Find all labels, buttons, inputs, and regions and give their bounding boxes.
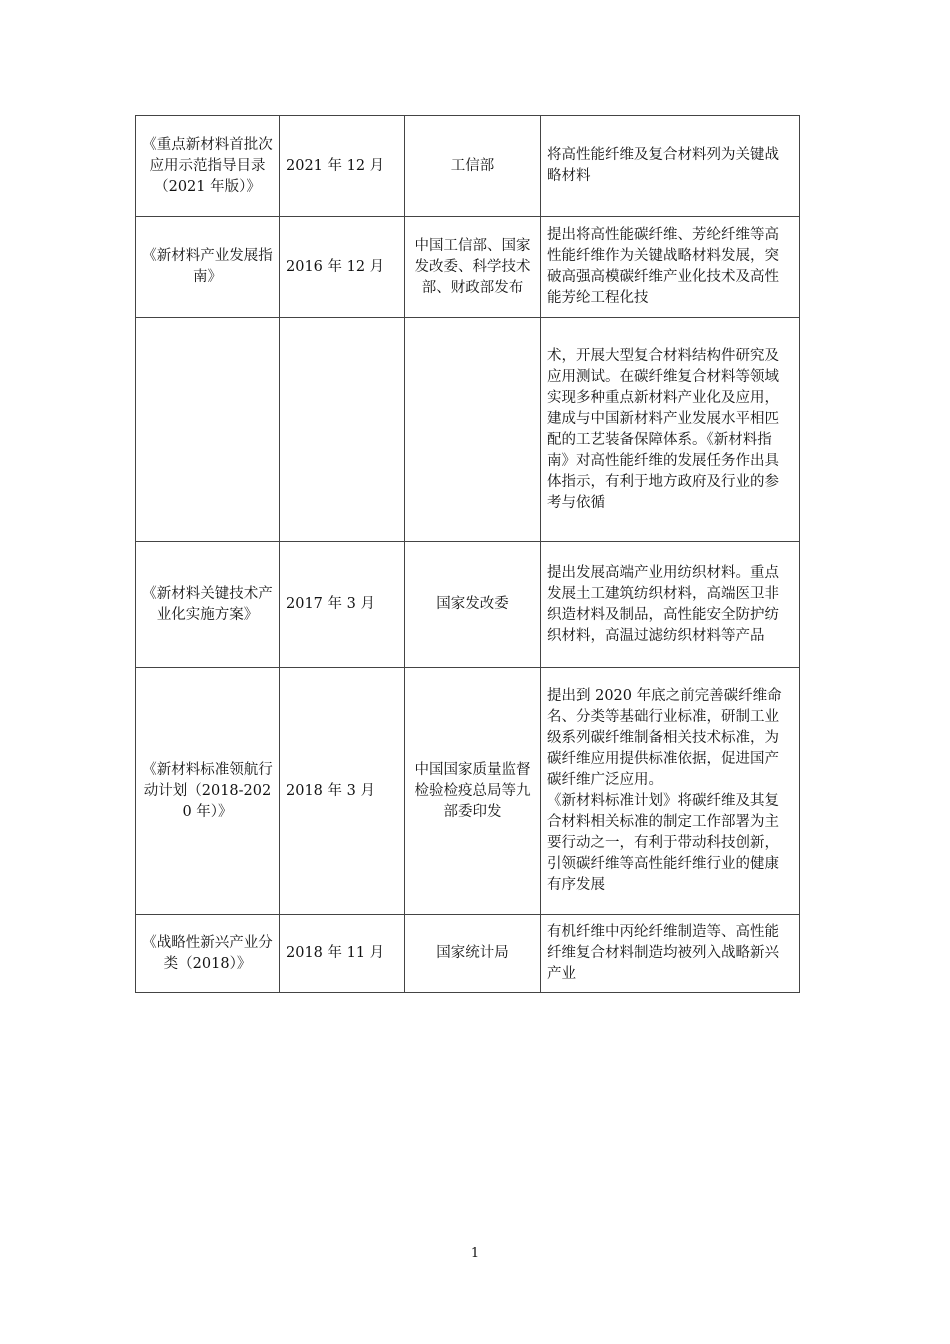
policy-table [135, 115, 800, 993]
table-row [136, 668, 800, 915]
policy-content-cell [541, 318, 800, 542]
content-paragraph: 将高性能纤维及复合材料列为关键战略材料 [547, 147, 779, 184]
release-date-cell: 2016 年 12 月 [280, 217, 405, 318]
policy-name-cell: 《新材料标准领航行动计划（2018-2020 年）》 [136, 668, 280, 915]
issuing-agency-cell: 中国工信部、国家发改委、科学技术部、财政部发布 [405, 217, 541, 318]
issuing-agency-cell [405, 318, 541, 542]
policy-content-cell [541, 915, 800, 993]
policy-content-cell [541, 668, 800, 915]
content-paragraph: 术，开展大型复合材料结构件研究及应用测试。在碳纤维复合材料等领域实现多种重点新材料产业化及应用，建成与中国新材料产业发展水平相匹配的工艺装备保障体系。《新材料指南》对高性能纤维的发展任务作出具体指示，有利于地方政府及行业的参考与依循 [547, 347, 779, 511]
policy-content-cell [541, 542, 800, 668]
release-date-cell: 2018 年 11 月 [280, 915, 405, 993]
content-paragraph: 提出发展高端产业用纺织材料。重点发展土工建筑纺织材料，高端医卫非织造材料及制品，高性能安全防护纺织材料，高温过滤纺织材料等产品 [547, 564, 779, 644]
release-date-cell: 2017 年 3 月 [280, 542, 405, 668]
release-date-cell: 2018 年 3 月 [280, 668, 405, 915]
table-row [136, 915, 800, 993]
content-paragraph: 《新材料标准计划》将碳纤维及其复合材料相关标准的制定工作部署为主要行动之一，有利于带动科技创新，引领碳纤维等高性能纤维行业的健康有序发展 [547, 793, 779, 893]
table-row [136, 116, 800, 217]
policy-content-cell [541, 116, 800, 217]
policy-name-cell: 《战略性新兴产业分类（2018）》 [136, 915, 280, 993]
table-row [136, 217, 800, 318]
content-paragraph: 提出将高性能碳纤维、芳纶纤维等高性能纤维作为关键战略材料发展，突破高强高模碳纤维产业化技术及高性能芳纶工程化技 [547, 227, 779, 306]
issuing-agency-cell: 国家统计局 [405, 915, 541, 993]
page-number: 1 [470, 1246, 480, 1261]
policy-name-cell [136, 318, 280, 542]
issuing-agency-cell: 中国国家质量监督检验检疫总局等九部委印发 [405, 668, 541, 915]
content-paragraph: 有机纤维中丙纶纤维制造等、高性能纤维复合材料制造均被列入战略新兴产业 [547, 924, 779, 982]
release-date-cell [280, 318, 405, 542]
policy-name-cell: 《新材料产业发展指南》 [136, 217, 280, 318]
issuing-agency-cell: 工信部 [405, 116, 541, 217]
table-row [136, 318, 800, 542]
policy-content-cell [541, 217, 800, 318]
policy-name-cell: 《重点新材料首批次应用示范指导目录（2021 年版）》 [136, 116, 280, 217]
table-row [136, 542, 800, 668]
policy-name-cell: 《新材料关键技术产业化实施方案》 [136, 542, 280, 668]
release-date-cell: 2021 年 12 月 [280, 116, 405, 217]
content-paragraph: 提出到 2020 年底之前完善碳纤维命名、分类等基础行业标准，研制工业级系列碳纤维制备相关技术标准，为碳纤维应用提供标准依据，促进国产碳纤维广泛应用。 [547, 688, 782, 788]
issuing-agency-cell: 国家发改委 [405, 542, 541, 668]
